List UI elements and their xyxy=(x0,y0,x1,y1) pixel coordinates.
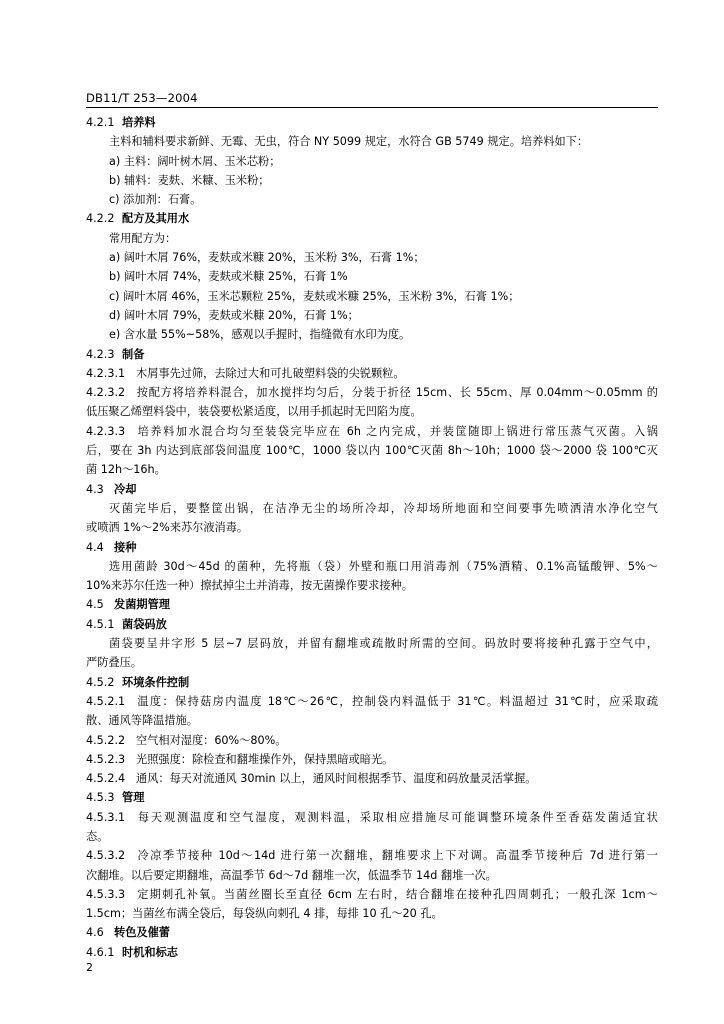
clause-line xyxy=(86,364,658,383)
list-item xyxy=(86,267,658,286)
continuation-line xyxy=(86,441,658,460)
clause-number: 4.5.3.1 xyxy=(86,810,126,824)
heading-number: 4.2.1 xyxy=(86,116,115,129)
list-item-text: a) 主料：阔叶树木屑、玉米芯粉； xyxy=(109,154,281,168)
list-item-text: e) 含水量 55%~58%，感观以手握时，指缝微有水印为度。 xyxy=(109,328,411,342)
paragraph-text: 菌 12h～16h。 xyxy=(86,463,166,477)
heading-number: 4.5.3 xyxy=(86,791,115,805)
clause-number: 4.5.2.1 xyxy=(86,694,126,708)
heading-title: 配方及其用水 xyxy=(122,212,190,226)
clause-text: 培养料加水混合均匀至装袋完毕应在 6h 之内完成，并装筐随即上锅进行常压蒸气灭菌。入锅 xyxy=(136,424,658,438)
heading-number: 4.3 xyxy=(86,482,104,496)
clause-number: 4.5.3.3 xyxy=(86,887,126,901)
list-item xyxy=(86,306,658,325)
continuation-line xyxy=(86,827,658,846)
subsection-heading xyxy=(86,345,658,364)
paragraph-line xyxy=(86,557,658,576)
clause-text: 冷凉季节接种 10d～14d 进行第一次翻堆，翻堆要求上下对调。高温季节接种后 7d 进行第一 xyxy=(136,849,658,863)
list-item xyxy=(86,248,658,267)
paragraph-line xyxy=(86,499,658,518)
list-item-text: b) 辅料：麦麸、米糠、玉米粉； xyxy=(109,173,270,187)
heading-number: 4.5.1 xyxy=(86,617,115,631)
page-number: 2 xyxy=(86,961,93,974)
clause-line xyxy=(86,750,658,769)
list-item xyxy=(86,190,658,209)
clause-line xyxy=(86,731,658,750)
subsection-heading xyxy=(86,615,658,634)
heading-title: 环境条件控制 xyxy=(122,675,190,689)
heading-number: 4.6.1 xyxy=(86,945,115,959)
clause-text: 空气相对湿度：60%～80%。 xyxy=(136,733,287,747)
heading-title: 接种 xyxy=(114,540,137,554)
section-heading xyxy=(86,538,658,557)
paragraph-text: 或喷洒 1%～2%来苏尔液消毒。 xyxy=(86,521,249,535)
heading-title: 菌袋码放 xyxy=(122,617,167,631)
paragraph-text: 常用配方为： xyxy=(109,231,177,245)
list-item xyxy=(86,171,658,190)
heading-number: 4.5.2 xyxy=(86,675,115,689)
continuation-line xyxy=(86,866,658,885)
continuation-line xyxy=(86,402,658,421)
paragraph-text: 主料和辅料要求新鲜、无霉、无虫，符合 NY 5099 规定，水符合 GB 5749 规定。培养料如下： xyxy=(109,135,589,149)
paragraph-text: 后，要在 3h 内达到底部袋间温度 100℃，1000 袋以内 100℃灭菌 8h～10h；1000 袋～2000 袋 100℃灭 xyxy=(86,444,658,458)
clause-text: 每天观测温度和空气湿度，观测料温，采取相应措施尽可能调整环境条件至香菇发菌适宜状 xyxy=(136,810,658,824)
paragraph-text: 10%来苏尔任选一种）擦拭掉尘土并消毒，按无菌操作要求接种。 xyxy=(86,579,413,593)
clause-text: 木屑事先过筛，去除过大和可扎破塑料袋的尖锐颗粒。 xyxy=(136,366,405,380)
clause-line xyxy=(86,846,658,865)
heading-title: 转色及催蕾 xyxy=(114,926,170,940)
list-item-text: c) 添加剂：石膏。 xyxy=(109,193,202,207)
paragraph-text: 灭菌完毕后，要整筐出锅，在洁净无尘的场所冷却，冷却场所地面和空间要事先喷洒清水净化空气 xyxy=(109,501,658,515)
subsection-heading xyxy=(86,113,658,132)
standard-number: DB11/T 253—2004 xyxy=(86,91,198,105)
paragraph-text: 1.5cm；当菌丝布满全袋后，每袋纵向刺孔 4 排，每排 10 孔～20 孔。 xyxy=(86,907,443,921)
continuation-line xyxy=(86,576,658,595)
continuation-line xyxy=(86,653,658,672)
paragraph-text: 菌袋要呈井字形 5 层~7 层码放，并留有翻堆或疏散时所需的空间。码放时要将接种孔露于空气中， xyxy=(109,637,658,651)
list-item-text: d) 阔叶木屑 79%，麦麸或米糠 20%，石膏 1%； xyxy=(109,308,359,322)
paragraph-text: 次翻堆。以后要定期翻堆，高温季节 6d～7d 翻堆一次，低温季节 14d 翻堆一次。 xyxy=(86,868,497,882)
paragraph-line xyxy=(86,229,658,248)
heading-title: 时机和标志 xyxy=(122,945,178,959)
subsection-heading xyxy=(86,788,658,807)
clause-number: 4.5.3.2 xyxy=(86,849,126,863)
subsection-heading xyxy=(86,673,658,692)
list-item xyxy=(86,152,658,171)
clause-number: 4.2.3.1 xyxy=(86,366,126,380)
clause-number: 4.2.3.3 xyxy=(86,424,126,438)
clause-line xyxy=(86,692,658,711)
clause-number: 4.5.2.2 xyxy=(86,733,126,747)
section-heading xyxy=(86,480,658,499)
heading-title: 制备 xyxy=(122,347,145,361)
heading-title: 培养料 xyxy=(122,116,156,129)
continuation-line xyxy=(86,460,658,479)
heading-title: 发菌期管理 xyxy=(114,598,170,612)
heading-title: 管理 xyxy=(122,791,145,805)
subsection-heading xyxy=(86,943,658,962)
list-item xyxy=(86,287,658,306)
paragraph-text: 选用菌龄 30d～45d 的菌种，先将瓶（袋）外壁和瓶口用消毒剂（75%酒精、0.1%高锰酸钾、5%～ xyxy=(109,559,658,573)
list-item xyxy=(86,325,658,344)
list-item-text: c) 阔叶木屑 46%，玉米芯颗粒 25%，麦麸或米糠 25%，玉米粉 3%，石膏 1%； xyxy=(109,289,520,303)
continuation-line xyxy=(86,904,658,923)
heading-number: 4.2.2 xyxy=(86,212,115,226)
clause-text: 定期刺孔补氧。当菌丝圈长至直径 6cm 左右时，结合翻堆在接种孔四周刺孔；一般孔深 1cm～ xyxy=(136,887,658,901)
clause-number: 4.5.2.4 xyxy=(86,772,126,786)
list-item-text: b) 阔叶木屑 74%，麦麸或米糠 25%，石膏 1% xyxy=(109,270,348,284)
paragraph-text: 严防叠压。 xyxy=(86,656,142,670)
heading-number: 4.2.3 xyxy=(86,347,115,361)
clause-number: 4.5.2.3 xyxy=(86,752,126,766)
header-rule xyxy=(86,107,658,108)
heading-number: 4.5 xyxy=(86,598,104,612)
clause-text: 光照强度：除检查和翻堆操作外，保持黑暗或暗光。 xyxy=(136,752,394,766)
list-item-text: a) 阔叶木屑 76%，麦麸或米糠 20%，玉米粉 3%，石膏 1%； xyxy=(109,251,425,265)
heading-number: 4.6 xyxy=(86,926,104,940)
clause-text: 通风：每天对流通风 30min 以上，通风时间根据季节、温度和码放量灵活掌握。 xyxy=(136,772,537,786)
continuation-line xyxy=(86,711,658,730)
paragraph-text: 态。 xyxy=(86,829,109,843)
paragraph-line xyxy=(86,634,658,653)
section-heading xyxy=(86,595,658,614)
clause-line xyxy=(86,422,658,441)
paragraph-text: 散、通风等降温措施。 xyxy=(86,714,198,728)
continuation-line xyxy=(86,518,658,537)
clause-text: 温度：保持菇房内温度 18℃～26℃，控制袋内料温低于 31℃。料温超过 31℃时，应采取疏 xyxy=(136,694,658,708)
clause-line xyxy=(86,808,658,827)
clause-line xyxy=(86,769,658,788)
document-body xyxy=(86,113,658,962)
clause-line xyxy=(86,383,658,402)
section-heading xyxy=(86,923,658,942)
heading-title: 冷却 xyxy=(114,482,137,496)
paragraph-line xyxy=(86,132,658,151)
subsection-heading xyxy=(86,209,658,228)
clause-line xyxy=(86,885,658,904)
paragraph-text: 低压聚乙烯塑料袋中，装袋要松紧适度，以用手抓起时无凹陷为度。 xyxy=(86,405,422,419)
clause-number: 4.2.3.2 xyxy=(86,386,126,400)
clause-text: 按配方将培养料混合，加水搅拌均匀后，分装于折径 15cm、长 55cm、厚 0.04mm～0.05mm 的 xyxy=(136,386,658,400)
heading-number: 4.4 xyxy=(86,540,104,554)
